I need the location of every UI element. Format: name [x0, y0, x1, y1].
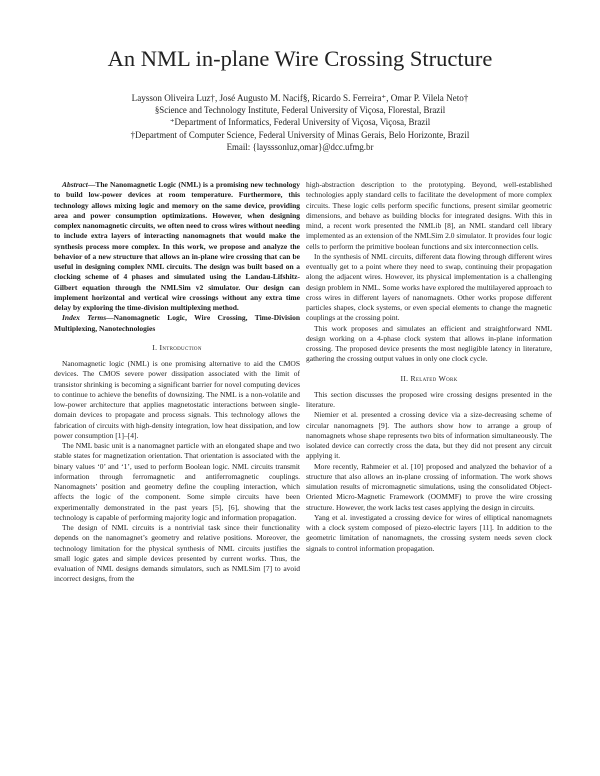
related-paragraph-3: More recently, Rahmeier et al. [10] proposed and analyzed the behavior of a structure that also allows an in-plane crossing of information. The work shows simulation results of micromagnetic simulations, using the consolidated Object-Oriented Micro-Magnetic Framework (OOMMF) to prove the wire crossing structure. However, the work lacks test cases applying the design in circuits. — [306, 461, 552, 512]
intro-paragraph-3: The design of NML circuits is a nontrivial task since their functionality depends on the nanomagnet’s geometry and relative positions. Moreover, the technology limitation for the physical synthesis of NML circuits justifies the small logic gates and simple devices presented by current works. Thus, the evaluation of NML designs demands simulators, such as NMLSim [7] to avoid incorrect designs, from the — [54, 523, 300, 584]
abstract — [54, 180, 300, 313]
right-column — [306, 180, 552, 554]
affiliation-2: ⁺Department of Informatics, Federal University of Viçosa, Viçosa, Brazil — [169, 117, 431, 128]
author-block — [0, 92, 600, 153]
paper-title: An NML in-plane Wire Crossing Structure — [107, 46, 493, 71]
abstract-text: —The Nanomagnetic Logic (NML) is a promising new technology to build low-power devices at room temperature. Furthermore, this technology allows mixing logic and memory on the same device, providing area and power consumption optimizations. However, when designing complex nanomagnetic circuits, we often need to cross wires without needing to include extra layers of interacting nanomagnets that would make the synthesis process more complex. In this work, we propose and analyze the behavior of a new structure that allows an in-plane wire crossing that can be useful in designing complex NML circuits. The design was built based on a clocking scheme of 4 phases and simulated using the Landau-Lifshitz-Gilbert equation through the NMLSim v2 simulator. Our design can implement horizontal and vertical wire crossings without any extra time delay by exploring the time-division multiplexing method. — [54, 180, 300, 312]
intro-paragraph-1: Nanomagnetic logic (NML) is one promising alternative to aid the CMOS devices. The CMOS severe power dissipation associated with the limit of transistor shrinking is becoming a significant barrier for novel computing devices to continue to achieve the benefits of downsizing. The NML is a non-volatile and low-power architecture that applies magnetostatic interactions between single-domain devices to propagate and process signals. This technology allows the fabrication of circuits with high-density integration, low heat dissipation, and low power consumption [1]–[4]. — [54, 359, 300, 440]
affiliation-3: †Department of Computer Science, Federal University of Minas Gerais, Belo Horizonte, Brazil — [130, 129, 470, 140]
right-paragraph-2: In the synthesis of NML circuits, different data flowing through different wires eventually get to a point where they need to swap, continuing their propagation along the adjacent wires. However, its physical implementation is a challenging design problem in NML. Some works have explored the multilayered approach to cross wires in different layers of nanomagnets. Other works propose different particles shapes, clock systems, or even special elements to change the magnetic couplings at the crossing point. — [306, 251, 552, 323]
right-paragraph-1: high-abstraction description to the prototyping. Beyond, well-established technologies apply standard cells to facilitate the development of more complex circuits. These logic cells perform specific functions, present similar geometric dimensions, and behave as building blocks for integrated designs. With this in mind, a recent work presented the NMLib [8], an NML standard cell library implemented as an extension of the NMLSim 2.0 simulator. It provides four logic cells to perform the primitive boolean functions and six interconnection cells. — [306, 180, 552, 251]
related-paragraph-2: Niemier et al. presented a crossing device via a size-decreasing scheme of circular nanomagnets [9]. The authors show how to arrange a group of nanomagnets whose shape represents two bits of information simultaneously. The isolated device can correctly cross the data, but they did not present any circuit applying it. — [306, 410, 552, 461]
index-terms-lead: Index Terms — [62, 313, 107, 323]
related-paragraph-4: Yang et al. investigated a crossing device for wires of elliptical nanomagnets with a clock system composed of piezo-electric layers [11]. In addition to the geometric limitation of nanomagnets, the crossing system needs seven clock signals to control information propagation. — [306, 512, 552, 553]
section-heading-related-work: II. Related Work — [400, 373, 458, 383]
author-email: Email: {laysssonluz,omar}@dcc.ufmg.br — [226, 141, 374, 152]
section-heading-introduction: I. Introduction — [152, 342, 202, 352]
index-terms — [54, 313, 300, 334]
right-paragraph-3: This work proposes and simulates an efficient and straightforward NML design working on a 4-phase clock system that allows in-plane information crossing. The proposed device presents the most negligible latency in literature, gathering the crossing output values in only one clock cycle. — [306, 323, 552, 364]
author-names: Laysson Oliveira Luz†, José Augusto M. Nacif§, Ricardo S. Ferreira⁺, Omar P. Vilela Neto† — [131, 93, 469, 103]
affiliation-1: §Science and Technology Institute, Federal University of Viçosa, Florestal, Brazil — [154, 105, 446, 116]
abstract-lead: Abstract — [62, 180, 88, 189]
index-terms-text: —Nanomagnetic Logic, Wire Crossing, Time-Division Multiplexing, Nanotechnologies — [54, 313, 301, 333]
related-paragraph-1: This section discusses the proposed wire crossing designs presented in the literature. — [306, 389, 552, 409]
intro-paragraph-2: The NML basic unit is a nanomagnet particle with an elongated shape and two stable states for magnetization orientation. That orientation is associated with the binary values ‘0’ and ‘1’, used to perform Boolean logic. NML circuits transmit information through ferromagnetic and antiferromagnetic couplings. Nanomagnets’ position and geometry define the coupling interaction, which affects the logic of the component. Some simple circuits have been experimentally demonstrated in the past years [5], [6], showing that the technology is capable of performing majority logic and information propagation. — [54, 441, 300, 522]
left-column — [54, 180, 300, 585]
